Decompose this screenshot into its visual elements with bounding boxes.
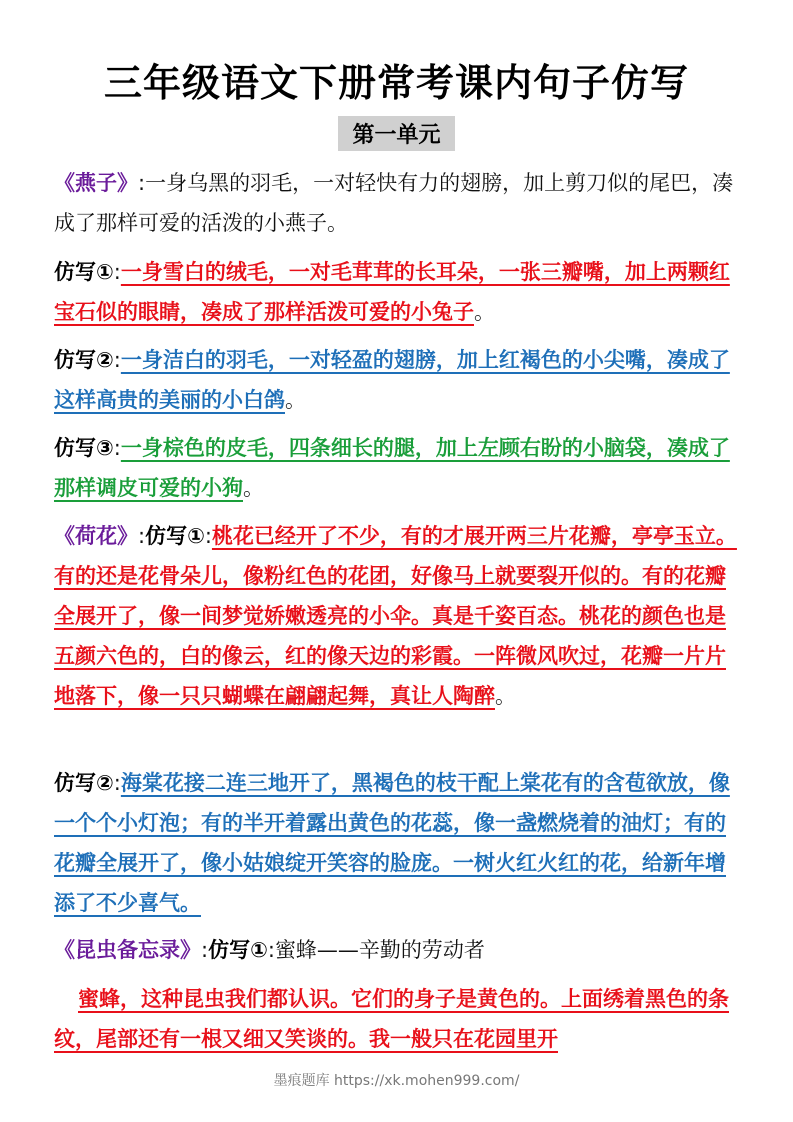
lesson-title: 《昆虫备忘录》 — [54, 938, 201, 962]
lotus-imitation-2 — [54, 763, 744, 923]
imitation-label: 仿写① — [145, 524, 205, 548]
imitation-text: 一身雪白的绒毛，一对毛茸茸的长耳朵，一张三瓣嘴，加上两颗红宝石似的眼睛，凑成了那样活泼可爱的小兔子 — [54, 260, 730, 324]
unit-heading-wrap — [0, 116, 793, 151]
colon: : — [138, 171, 146, 195]
imitation-2 — [54, 340, 744, 420]
colon: : — [113, 771, 121, 795]
imitation-text: 蜜蜂，这种昆虫我们都认识。它们的身子是黄色的。上面绣着黑色的条纹，尾部还有一根又细又笑谈的。我一般只在花园里开 — [54, 987, 729, 1051]
colon: : — [204, 524, 212, 548]
imitation-label: 仿写① — [54, 260, 114, 284]
colon: : — [113, 348, 121, 372]
lesson-lotus-imitation — [54, 516, 744, 716]
page-footer: 墨痕题库 https://xk.mohen999.com/ — [273, 1073, 520, 1089]
colon: : — [201, 938, 209, 962]
colon: : — [113, 436, 121, 460]
imitation-label: 仿写③ — [54, 436, 114, 460]
period: 。 — [285, 388, 306, 412]
imitation-3 — [54, 428, 744, 508]
imitation-label: 仿写② — [54, 348, 114, 372]
imitation-text: 桃花已经开了不少，有的才展开两三片花瓣，亭亭玉立。有的还是花骨朵儿，像粉红色的花团，好像马上就要裂开似的。有的花瓣全展开了，像一间梦觉娇嫩透亮的小伞。真是千姿百态。桃花的颜色也是五颜六色的，白的像云，红的像天边的彩霞。一阵微风吹过，花瓣一片片地落下，像一只只蝴蝶在翩翩起舞，真让人陶醉 — [54, 524, 737, 708]
lesson-title: 《荷花》 — [54, 524, 138, 548]
bee-imitation-body — [54, 979, 744, 1059]
original-sentence: 一身乌黑的羽毛，一对轻快有力的翅膀，加上剪刀似的尾巴，凑成了那样可爱的活泼的小燕子。 — [54, 171, 734, 235]
lesson-title: 《燕子》 — [54, 171, 138, 195]
period: 。 — [474, 300, 495, 324]
lesson-swallow-original — [54, 163, 744, 243]
colon: : — [267, 938, 275, 962]
colon: : — [113, 260, 121, 284]
page-title: 三年级语文下册常考课内句子仿写 — [103, 61, 689, 105]
unit-heading: 第一单元 — [338, 116, 454, 151]
imitation-1 — [54, 252, 744, 332]
imitation-label: 仿写① — [208, 938, 268, 962]
colon: : — [138, 524, 146, 548]
lesson-insects-imitation — [54, 930, 744, 970]
imitation-text: 一身棕色的皮毛，四条细长的腿，加上左顾右盼的小脑袋，凑成了那样调皮可爱的小狗 — [54, 436, 730, 500]
imitation-text: 一身洁白的羽毛，一对轻盈的翅膀，加上红褐色的小尖嘴，凑成了这样高贵的美丽的小白鸽 — [54, 348, 730, 412]
period: 。 — [495, 684, 516, 708]
period: 。 — [243, 476, 264, 500]
imitation-topic: 蜜蜂——辛勤的劳动者 — [274, 938, 485, 962]
imitation-text: 海棠花接二连三地开了，黑褐色的枝干配上棠花有的含苞欲放，像一个个小灯泡；有的半开着露出黄色的花蕊，像一盏燃烧着的油灯；有的花瓣全展开了，像小姑娘绽开笑容的脸庞。一树火红火红的花，给新年增添了不少喜气。 — [54, 771, 730, 915]
imitation-label: 仿写② — [54, 771, 114, 795]
